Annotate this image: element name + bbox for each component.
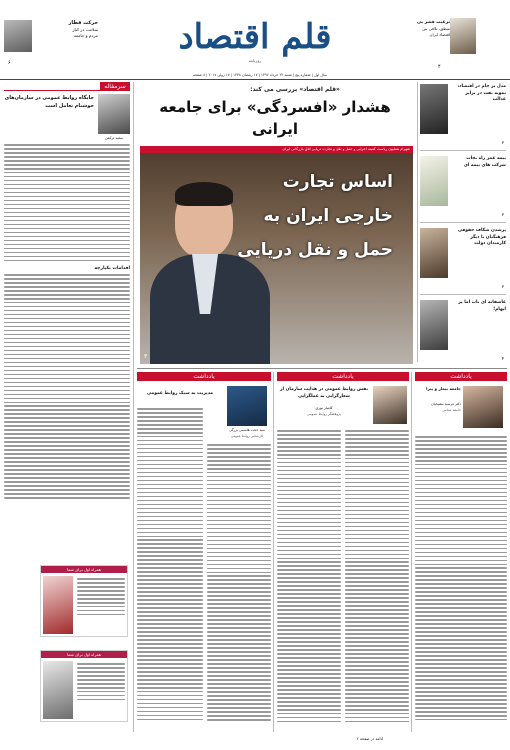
right-item-1[interactable] xyxy=(420,82,506,148)
right-column xyxy=(420,82,506,364)
note-2-photo xyxy=(373,386,407,424)
left-column xyxy=(4,82,130,642)
right-teaser-line3: اقتصاد ایران xyxy=(429,31,450,37)
right-item-2[interactable] xyxy=(420,154,506,220)
right-column-divider xyxy=(417,82,418,362)
photo-headline-3: حمل و نقل دریایی xyxy=(237,240,393,260)
editorial-body-bottom xyxy=(4,274,130,504)
portrait-hair xyxy=(175,182,233,206)
note-1-title: جامعه بیمار و پیرا xyxy=(426,386,461,391)
note-2-author: کامیار نوری xyxy=(315,406,333,410)
note-1-body xyxy=(415,436,507,726)
notes-divider-1 xyxy=(411,372,412,732)
right-rule-3 xyxy=(420,294,506,295)
right-teaser-title: ترغیب قشر بی xyxy=(416,20,450,25)
continued-footer: ادامه در صفحه ۲ xyxy=(356,736,384,741)
right-item-1-title: مدل بر جام در اقتصاد، نمونه نفت در برابر عدالت xyxy=(457,84,506,102)
editorial-author: سعید ترکمن xyxy=(104,136,124,140)
right-item-2-photo xyxy=(420,156,448,206)
right-item-4-page: ۴ xyxy=(501,357,504,362)
main-kicker: «قلم اقتصاد» بررسی می کند: xyxy=(250,86,340,93)
note-3-tag: یادداشت xyxy=(137,372,271,381)
photo-page-ref: ۳ xyxy=(144,353,148,360)
right-item-2-page: ۲ xyxy=(501,213,504,218)
right-item-1-page: ۲ xyxy=(501,141,504,146)
ad-1-text xyxy=(77,578,125,628)
right-rule-2 xyxy=(420,222,506,223)
note-3-photo xyxy=(227,386,267,426)
note-2-body-right xyxy=(345,430,409,726)
main-photo xyxy=(140,146,413,364)
note-1-tag: یادداشت xyxy=(415,372,507,381)
right-item-3-photo xyxy=(420,228,448,278)
notes-top-rule xyxy=(137,368,507,369)
note-2-body-left xyxy=(277,430,341,726)
editorial-author-photo xyxy=(98,94,130,134)
left-teaser-title: حرکت قطار xyxy=(68,20,98,26)
logo-text: قلم اقتصاد xyxy=(178,17,332,57)
notes-divider-2 xyxy=(273,372,274,732)
note-3-body-left xyxy=(137,408,203,726)
note-1[interactable] xyxy=(415,372,507,732)
left-teaser-photo xyxy=(4,20,32,52)
logo xyxy=(165,16,345,68)
left-teaser-line3: مردم و جامعه xyxy=(73,33,98,38)
right-teaser-photo xyxy=(450,18,476,54)
right-item-4-title: عاشقانه ای ناب اما پر ابهام! xyxy=(458,300,506,312)
left-teaser[interactable] xyxy=(36,20,98,60)
left-teaser-page: ۶ xyxy=(8,60,11,66)
ad-box-2[interactable] xyxy=(40,650,128,722)
note-2-tag: یادداشت xyxy=(277,372,409,381)
note-3-title: مدیریت به سبک روابط عمومی xyxy=(147,391,213,396)
note-3-role: کارشناس روابط عمومی xyxy=(230,434,264,438)
ad-1-label: همراه اول برای شما xyxy=(41,566,127,573)
note-2[interactable] xyxy=(277,372,409,732)
photo-caption: شهرام همایون ریاست کمیته اجرایی و حمل و نقل و تجارت دریایی اتاق بازرگانی ایران xyxy=(140,146,413,153)
logo-sub: روزنامه xyxy=(248,58,262,63)
editorial-section-header: سرمقاله xyxy=(100,82,130,91)
right-item-2-title: بیمه عمر راه نجات شرکت های بیمه ای xyxy=(463,156,506,168)
note-1-photo xyxy=(463,386,503,428)
right-teaser-line2: منطق، تلاقی بین xyxy=(422,26,450,31)
ad-2-label: همراه اول برای شما xyxy=(41,651,127,658)
left-column-divider xyxy=(133,82,134,732)
ad-box-1[interactable] xyxy=(40,565,128,637)
main-headline[interactable]: هشدار «افسردگی» برای جامعه ایرانی xyxy=(159,98,391,138)
right-teaser[interactable] xyxy=(416,20,450,62)
note-2-role: پژوهشگر روابط عمومی xyxy=(307,412,341,416)
right-item-3[interactable] xyxy=(420,226,506,292)
note-1-author: دکتر فرشید مشیخیان xyxy=(431,402,461,406)
note-1-role: جامعه شناس xyxy=(442,408,461,412)
right-item-3-title: پرشدن شکاف حقوقی فرهنگیان با دیگر کارمندان دولت xyxy=(457,228,506,246)
right-item-4-photo xyxy=(420,300,448,350)
photo-headline-2: خارجی ایران به xyxy=(263,206,393,226)
editorial-body-top xyxy=(4,144,130,264)
note-2-title: نقش روابط عمومی در هدایت سازمان از شعارگرایی به عملگرایی xyxy=(280,387,368,399)
note-3-author: سید حجت هاشمی بزرگی xyxy=(229,428,265,432)
left-teaser-line2: سلامت در کنار xyxy=(72,27,98,32)
ad-1-image xyxy=(43,576,73,634)
right-teaser-page: ۴ xyxy=(438,64,441,70)
right-rule-1 xyxy=(420,150,506,151)
editorial-headline[interactable]: جایگاه روابط عمومی در سازمان‌های خوشنام تعامل است xyxy=(4,95,94,109)
right-item-3-page: ۲ xyxy=(501,285,504,290)
note-3-body-right xyxy=(207,444,271,726)
ad-2-text xyxy=(77,663,125,713)
photo-headline-1: اساس تجارت xyxy=(282,172,393,192)
dateline: سال اول | شماره پنج | شنبه ۲۲ خرداد ۱۳۹۶ | ۱۷ رمضان ۱۴۳۸ | ۱۷ ژوئن ۲۰۱۷ | ۸ صفحه xyxy=(192,73,328,77)
right-item-4[interactable] xyxy=(420,298,506,364)
editorial-header-rule xyxy=(4,90,100,91)
ad-2-image xyxy=(43,661,73,719)
note-3[interactable] xyxy=(137,372,271,732)
right-item-1-photo xyxy=(420,84,448,134)
masthead-rule xyxy=(0,79,510,80)
editorial-subhead: اقدامات یکپارچه xyxy=(94,266,130,271)
